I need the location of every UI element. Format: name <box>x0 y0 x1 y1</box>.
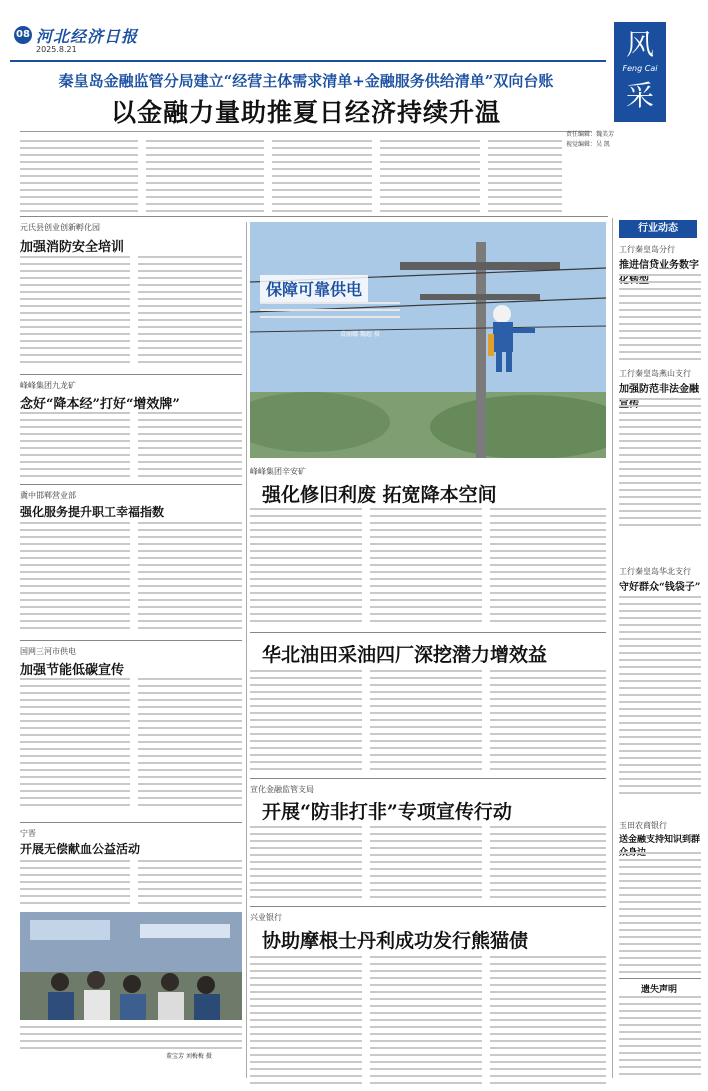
story-7-body-b <box>370 670 482 775</box>
story-1-kicker: 元氏县创业创新孵化园 <box>20 223 100 232</box>
page-number: 08 <box>14 26 32 44</box>
photo-main-caption <box>260 302 400 323</box>
rail-heading: 行业动态 <box>619 220 697 238</box>
story-2-kicker: 峰峰集团九龙矿 <box>20 381 76 390</box>
story-9-body-c <box>490 956 606 1089</box>
story-3-body-b <box>138 522 242 634</box>
rail-item-3-body <box>619 596 701 799</box>
photo-main-label: 保障可靠供电 <box>260 275 368 302</box>
blood-donation-photo-illustration <box>20 912 242 1020</box>
story-1-body-b <box>138 256 242 368</box>
story-9-body-a <box>250 956 362 1089</box>
masthead-rule <box>10 60 606 62</box>
story-2-title: 念好“降本经”打好“增效牌” <box>20 397 180 412</box>
section-logo <box>614 22 666 122</box>
story-9-body-b <box>370 956 482 1089</box>
story-4-body-b <box>138 678 242 811</box>
lead-body-col-4 <box>380 140 480 217</box>
lead-title: 以金融力量助推夏日经济持续升温 <box>110 98 501 127</box>
story-6-body-c <box>490 508 606 627</box>
rail-item-2-kicker: 工行秦皇岛燕山支行 <box>619 369 691 378</box>
rail-item-3-kicker: 工行秦皇岛华北支行 <box>619 567 691 576</box>
section-pinyin: Feng Cai <box>622 64 658 73</box>
paper-date: 2025.8.21 <box>36 45 77 54</box>
rail-item-1-title: 推进信贷业务数字 <box>619 260 699 271</box>
story-9-title: 协助摩根士丹利成功发行熊猫债 <box>262 930 529 952</box>
story-2-body-b <box>138 412 242 482</box>
photo-power-line <box>250 222 606 458</box>
left-column-divider <box>246 222 247 1078</box>
rail-item-4-body <box>619 852 701 978</box>
rail-item-1-body <box>619 274 701 365</box>
story-2-body-a <box>20 412 130 482</box>
story-7-body-c <box>490 670 606 775</box>
story-3-kicker: 冀中邯郸营业部 <box>20 491 76 500</box>
section-char-1: 风 <box>625 28 654 61</box>
story-8-rule <box>250 906 606 907</box>
lead-kicker: 秦皇岛金融监管分局建立“经营主体需求清单+金融服务供给清单”双向台账 <box>58 72 554 90</box>
story-7-title: 华北油田采油四厂深挖潜力增效益 <box>262 644 548 666</box>
story-8-body-b <box>370 826 482 903</box>
story-3-title: 强化服务提升职工幸福指数 <box>20 505 165 519</box>
story-2-rule <box>20 484 242 485</box>
story-7-rule <box>250 778 606 779</box>
story-5-title: 开展无偿献血公益活动 <box>20 842 141 856</box>
notice-title: 遗失声明 <box>641 985 678 995</box>
story-8-body-a <box>250 826 362 903</box>
story-1-body-a <box>20 256 130 368</box>
photo-bottom-credit: 董宝芳 刘梅梅 摄 <box>166 1053 212 1060</box>
editors-credit: 责任编辑：魏美芳 视觉编辑：吴 凯 <box>566 131 615 148</box>
story-4-body-a <box>20 678 130 811</box>
photo-main-credit: 袁丽娜 魏超 摄 <box>340 331 380 338</box>
story-1-title: 加强消防安全培训 <box>20 240 125 255</box>
story-4-rule <box>20 822 242 823</box>
power-line-illustration <box>250 222 606 458</box>
lead-rule <box>20 131 592 132</box>
story-7-body-a <box>250 670 362 775</box>
rail-item-1-kicker: 工行秦皇岛分行 <box>619 245 675 254</box>
lead-body-col-3 <box>272 140 372 217</box>
photo-blood-donation <box>20 912 242 1020</box>
story-1-rule <box>20 374 242 375</box>
lead-body-col-2 <box>146 140 264 217</box>
story-3-body-a <box>20 522 130 634</box>
story-8-title: 开展“防非打非”专项宣传行动 <box>262 801 512 823</box>
story-6-title: 强化修旧利废 拓宽降本空间 <box>262 484 497 506</box>
story-5-body-b <box>138 860 242 909</box>
story-8-kicker: 宣化金融监管支局 <box>250 785 314 794</box>
lead-body-col-1 <box>20 140 138 217</box>
story-5-kicker: 宁晋 <box>20 829 36 838</box>
masthead <box>0 0 708 80</box>
notice-rule <box>619 978 701 979</box>
rail-item-2-body <box>619 398 701 531</box>
lead-body-col-5 <box>488 140 562 217</box>
story-9-kicker: 兴业银行 <box>250 913 282 922</box>
story-5-body-a <box>20 860 130 909</box>
story-3-rule <box>20 640 242 641</box>
section-char-2: 采 <box>625 79 654 112</box>
story-6-rule <box>250 632 606 633</box>
rail-item-2-title: 加强防范非法金融 <box>619 384 699 395</box>
photo-blood-donation-caption <box>20 1026 242 1054</box>
paper-name: 河北经济日报 <box>36 27 139 46</box>
notice-body <box>619 996 701 1080</box>
rail-item-4-title: 送金融支持知识到群 <box>619 835 701 845</box>
rail-item-3-title: 守好群众“钱袋子” <box>619 582 701 593</box>
story-6-body-b <box>370 508 482 627</box>
rail-divider <box>612 218 613 1078</box>
section-rule <box>20 216 608 217</box>
story-8-body-c <box>490 826 606 903</box>
story-4-kicker: 国网三河市供电 <box>20 647 76 656</box>
rail-item-4-kicker: 玉田农商银行 <box>619 821 667 830</box>
story-6-body-a <box>250 508 362 627</box>
story-4-title: 加强节能低碳宣传 <box>20 663 125 678</box>
story-6-kicker: 峰峰集团辛安矿 <box>250 467 306 476</box>
